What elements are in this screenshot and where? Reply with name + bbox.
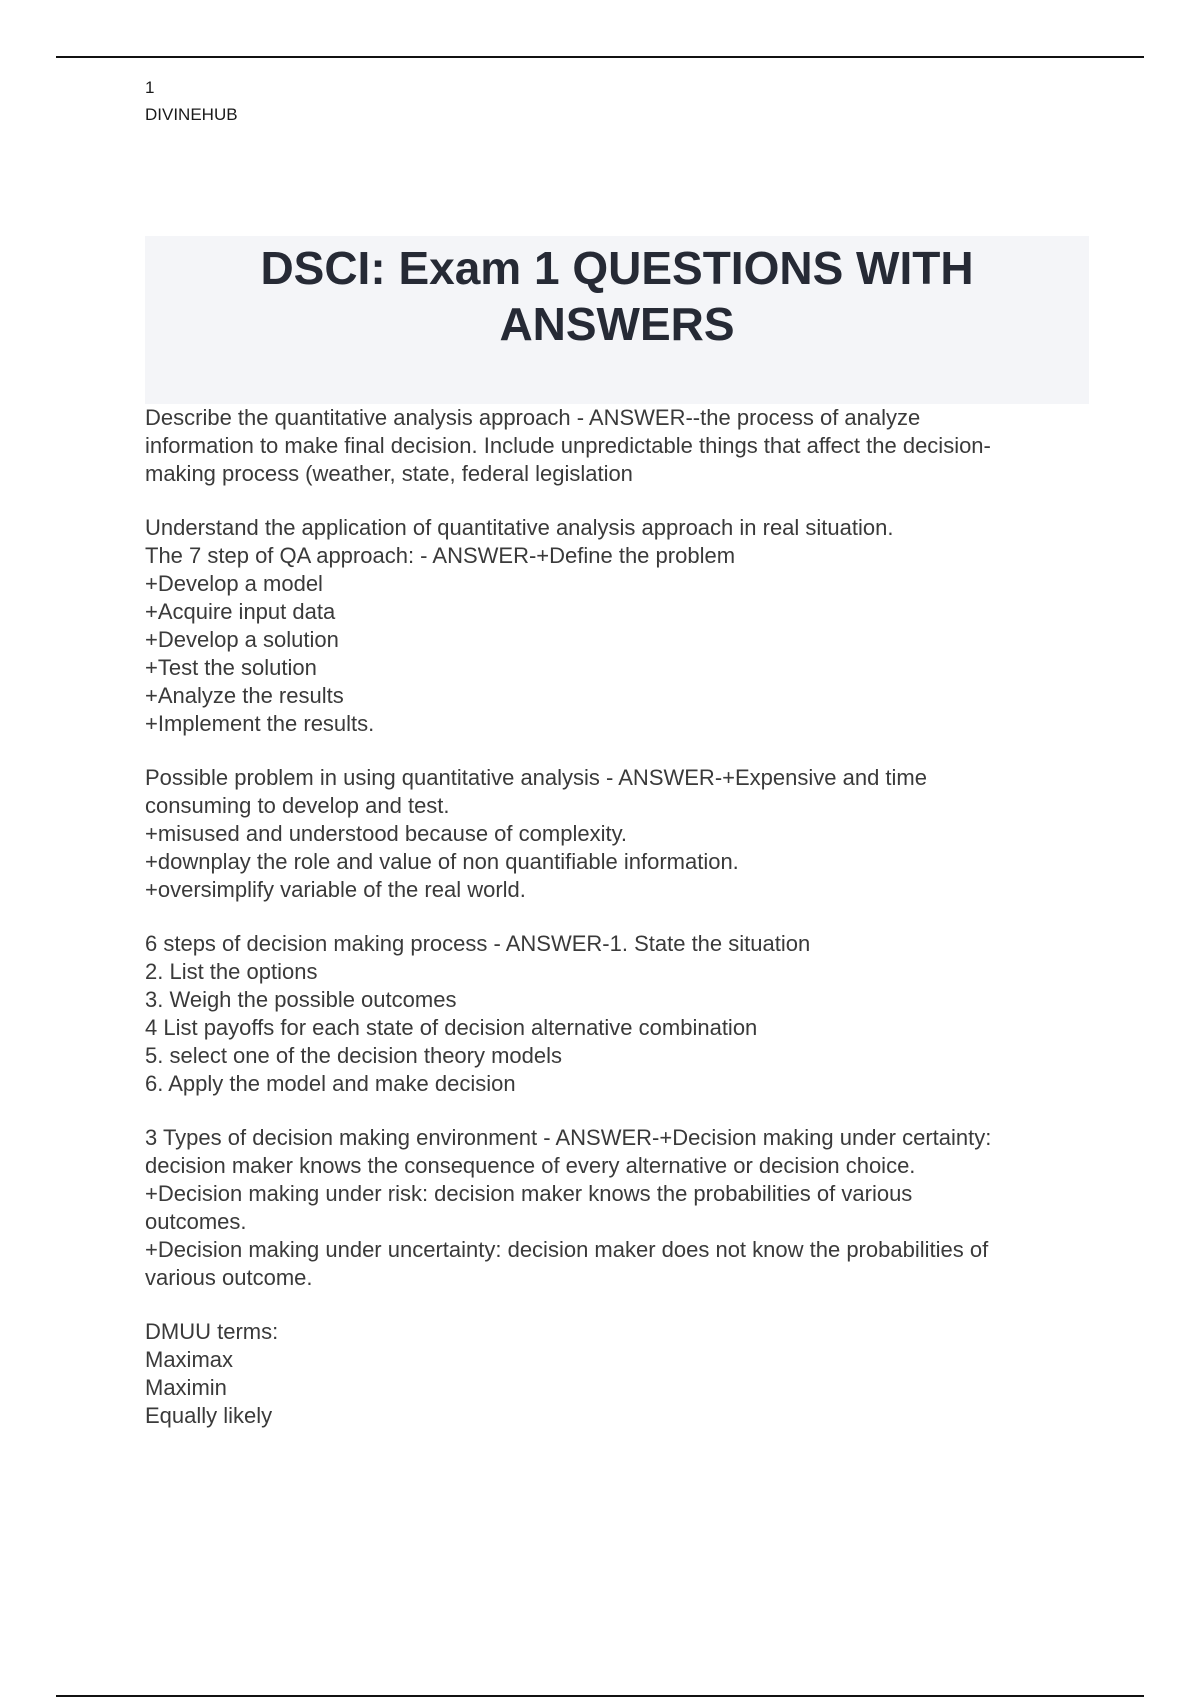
qa-block — [145, 930, 1095, 1098]
qa-line: 3. Weigh the possible outcomes — [145, 987, 457, 1012]
document-title — [145, 240, 1089, 352]
qa-line: +Test the solution — [145, 655, 317, 680]
document-body — [145, 404, 1095, 1456]
qa-line: +oversimplify variable of the real world. — [145, 877, 526, 902]
qa-line: +misused and understood because of complexity. — [145, 821, 628, 846]
qa-block — [145, 404, 1095, 488]
qa-line: decision maker knows the consequence of every alternative or decision choice. — [145, 1153, 916, 1178]
qa-line: The 7 step of QA approach: - ANSWER-+Define the problem — [145, 543, 736, 568]
qa-line: +Develop a solution — [145, 627, 339, 652]
qa-line: 6. Apply the model and make decision — [145, 1071, 516, 1096]
qa-block — [145, 514, 1095, 738]
qa-line: Possible problem in using quantitative analysis - ANSWER-+Expensive and time — [145, 765, 927, 790]
page-header — [145, 74, 238, 128]
qa-line: DMUU terms: — [145, 1319, 279, 1344]
qa-line: various outcome. — [145, 1265, 313, 1290]
qa-line: +Acquire input data — [145, 599, 336, 624]
page-number: 1 — [145, 78, 155, 97]
title-line-1: DSCI: Exam 1 QUESTIONS WITH — [260, 242, 974, 294]
qa-line: 2. List the options — [145, 959, 318, 984]
qa-line: consuming to develop and test. — [145, 793, 450, 818]
qa-line: Maximax — [145, 1347, 234, 1372]
bottom-rule — [56, 1695, 1144, 1697]
title-line-2: ANSWERS — [499, 298, 735, 350]
qa-line: +Implement the results. — [145, 711, 375, 736]
qa-line: +Analyze the results — [145, 683, 344, 708]
qa-block — [145, 1124, 1095, 1292]
qa-line: +downplay the role and value of non quantifiable information. — [145, 849, 739, 874]
title-banner — [145, 236, 1089, 404]
qa-line: Equally likely — [145, 1403, 273, 1428]
qa-line: 6 steps of decision making process - ANSWER-1. State the situation — [145, 931, 811, 956]
qa-line: 4 List payoffs for each state of decision alternative combination — [145, 1015, 758, 1040]
brand-name: DIVINEHUB — [145, 105, 238, 124]
qa-line: +Decision making under risk: decision maker knows the probabilities of various — [145, 1181, 913, 1206]
qa-line: information to make final decision. Include unpredictable things that affect the decision- — [145, 433, 991, 458]
qa-line: 5. select one of the decision theory models — [145, 1043, 563, 1068]
qa-line: +Develop a model — [145, 571, 323, 596]
qa-block — [145, 1318, 1095, 1430]
qa-line: Maximin — [145, 1375, 227, 1400]
qa-line: Describe the quantitative analysis approach - ANSWER--the process of analyze — [145, 405, 921, 430]
qa-line: making process (weather, state, federal legislation — [145, 461, 633, 486]
qa-line: +Decision making under uncertainty: decision maker does not know the probabilities of — [145, 1237, 989, 1262]
qa-line: outcomes. — [145, 1209, 247, 1234]
qa-block — [145, 764, 1095, 904]
top-rule — [56, 56, 1144, 58]
qa-line: Understand the application of quantitative analysis approach in real situation. — [145, 515, 894, 540]
qa-line: 3 Types of decision making environment - ANSWER-+Decision making under certainty: — [145, 1125, 992, 1150]
